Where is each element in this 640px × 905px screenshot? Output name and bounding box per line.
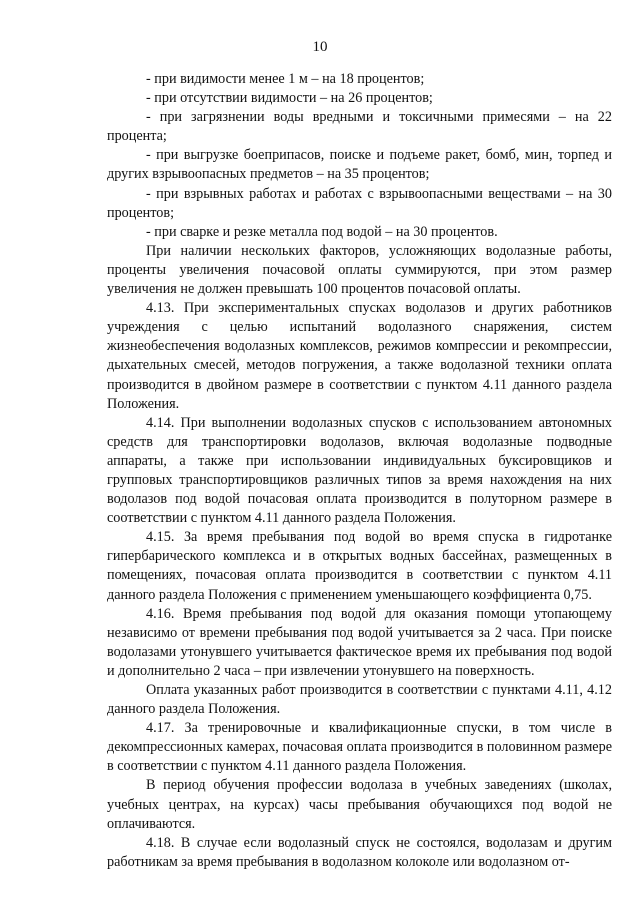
paragraph-4-17: 4.17. За тренировочные и квалификационные спуски, в том числе в декомпрессионных камерах, почасовая оплата производится в половинном размере в соответствии с пунктом 4.11 данного раздела Положения. (107, 720, 612, 775)
list-item-underwater-welding: - при сварке и резке металла под водой – на 30 процентов. (146, 223, 498, 240)
paragraph-4-13: 4.13. При экспериментальных спусках водолазов и других работников учреждения с целью испытаний водолазного снаряжения, систем жизнеобеспечения водолазных комплексов, режимов компрессии и рекомпрессии, дыхательных смесей, методов погружения, а также водолазной техники оплата производится в двойном размере в соответствии с пунктом 4.11 данного раздела Положения. (107, 300, 612, 412)
paragraph-factors-summation: При наличии нескольких факторов, усложняющих водолазные работы, проценты увеличения почасовой оплаты суммируются, при этом размер увеличения не должен превышать 100 процентов почасовой оплаты. (107, 242, 612, 298)
page-number: 10 (312, 39, 328, 55)
list-item-blasting-works: - при взрывных работах и работах с взрывоопасными веществами – на 30 процентов; (107, 185, 612, 221)
paragraph-training-period: В период обучения профессии водолаза в учебных заведениях (школах, учебных центрах, на курсах) часы пребывания обучающихся под водой не оплачиваются. (107, 777, 612, 832)
paragraph-4-15: 4.15. За время пребывания под водой во время спуска в гидротанке гипербарического комплекса и в открытых водных бассейнах, размещенных в помещениях, почасовая оплата производится в соответствии с пунктом 4.11 данного раздела Положения с применением уменьшающего коэффициента 0,75. (107, 529, 612, 603)
list-item-visibility-low: - при видимости менее 1 м – на 18 процентов; (146, 71, 425, 87)
paragraph-payment-reference: Оплата указанных работ производится в соответствии с пунктами 4.11, 4.12 данного раздела Положения. (107, 682, 612, 718)
list-item-water-pollution: - при загрязнении воды вредными и токсичными примесями – на 22 процента; (107, 109, 612, 145)
paragraph-4-18: 4.18. В случае если водолазный спуск не состоялся, водолазам и другим работникам за время пребывания в водолазном колоколе или водолазном от- (107, 834, 612, 870)
document-body (107, 70, 612, 872)
list-item-no-visibility: - при отсутствии видимости – на 26 процентов; (146, 90, 433, 107)
list-item-explosive-objects: - при выгрузке боеприпасов, поиске и подъеме ракет, бомб, мин, торпед и других взрывоопасных предметов – на 35 процентов; (107, 147, 612, 183)
paragraph-4-16: 4.16. Время пребывания под водой для оказания помощи утопающему независимо от времени пребывания под водой учитывается за 2 часа. При поиске водолазами утонувшего учитывается фактическое время их пребывания под водой и дополнительно 2 часа – при извлечении утонувшего на поверхность. (107, 605, 612, 679)
paragraph-4-14: 4.14. При выполнении водолазных спусков с использованием автономных средств для транспортировки водолазов, включая водолазные подводные аппараты, а также при использовании индивидуальных буксировщиков и групповых транспортировщиков различных типов за время нахождения на них водолазов под водой почасовая оплата производится в полуторном размере в соответствии с пунктом 4.11 данного раздела Положения. (107, 414, 612, 527)
